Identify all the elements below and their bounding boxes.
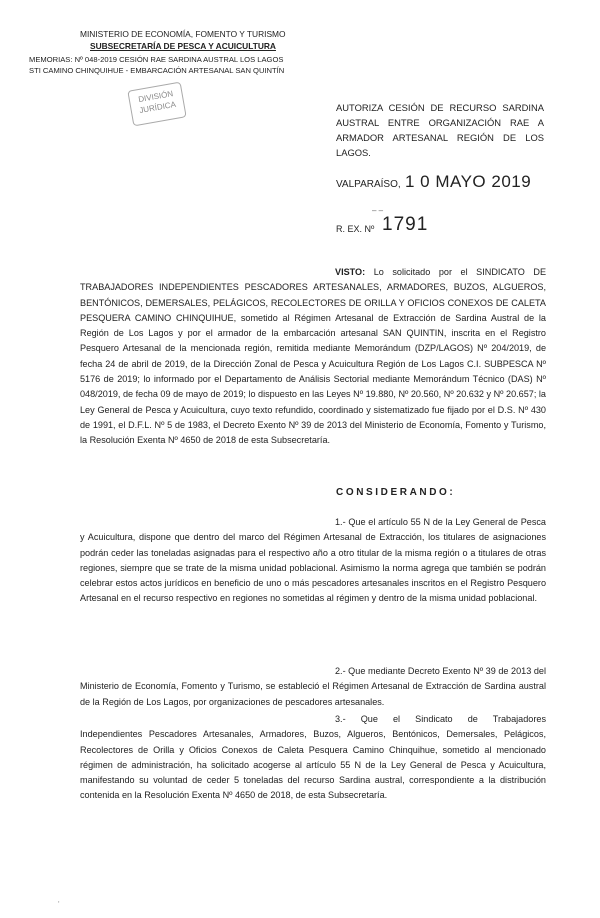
resolution-date: 1 0 MAYO 2019: [405, 172, 532, 191]
page-corner-mark: ': [58, 900, 60, 909]
ministry-name: MINISTERIO DE ECONOMÍA, FOMENTO Y TURISMO: [80, 29, 286, 39]
considerando-paragraph-3: 3.- Que el Sindicato de Trabajadores Independientes Pescadores Artesanales, Armadores, Buzos, Algueros, Bentónicos, Demersales, Pelágicos, Recolectores de Orilla y Oficios Conexos de Caleta Pesquera Camino Chinquihue, sometido al mencionado régimen de administración, ha solicitado acogerse al artículo 55 N de la Ley General de Pesca y Acuicultura, manifestando su voluntad de ceder 5 toneladas del recurso Sardina austral, correspondiente a la distribución contenida en la Resolución Exenta Nº 4650 de 2018, de esta Subsecretaría.: [80, 714, 546, 801]
considerando-heading: CONSIDERANDO:: [336, 487, 456, 498]
considerando-paragraph-1: 1.- Que el artículo 55 N de la Ley General de Pesca y Acuicultura, dispone que dentro del marco del Régimen Artesanal de Extracción, los titulares de asignaciones podrán ceder las toneladas asignadas para el respectivo año a otro titular de la misma región o a titulares de otras regiones, siempre que se trate de la misma unidad poblacional. Asimismo la norma agrega que también se podrán celebrar estos actos jurídicos en beneficio de uno o más pescadores artesanales inscritos en el Registro Pesquero Artesanal en el recurso respectivo en regiones no sometidas al régimen y dentro de la misma unidad poblacional.: [80, 517, 546, 604]
subsecretaria-name: SUBSECRETARÍA DE PESCA Y ACUICULTURA: [90, 41, 276, 51]
stamp-line-2: JURÍDICA: [138, 99, 177, 116]
visto-text: Lo solicitado por el SINDICATO DE TRABAJADORES INDEPENDIENTES PESCADORES ARTESANALES, ARMADORES, BUZOS, ALGUEROS, BENTÓNICOS, DEMERSALES, PELÁGICOS, RECOLECTORES DE ORILLA Y OFICIOS CONEXOS DE CALETA PESQUERA CAMINO CHINQUIHUE, sometido al Régimen Artesanal de Extracción de Sardina Austral de la Región de Los Lagos y por el armador de la embarcación artesanal SAN QUINTIN, inscrita en el Registro Pesquero Artesanal de la mencionada región, remitida mediante Memorándum (DZP/LAGOS) Nº 204/2019, de fecha 24 de abril de 2019, de la Dirección Zonal de Pesca y Acuicultura Región de Los Lagos C.I. SUBPESCA Nº 5176 de 2019; lo informado por el Departamento de Análisis Sectorial mediante Memorándum Técnico (DAS) Nº 048/2019, de fecha 09 de mayo de 2019; lo dispuesto en las Leyes Nº 19.880, Nº 20.560, Nº 20.632 y Nº 20.657; la Ley General de Pesca y Acuicultura, cuyo texto refundido, coordinado y sistematizado fue fijado por el D.S. Nº 430 de 1991, el D.F.L. Nº 5 de 1983, el Decreto Exento Nº 39 de 2013 del Ministerio de Economía, Fomento y Turismo, la Resolución Exenta Nº 4650 de 2018 de esta Subsecretaría.: [80, 267, 547, 446]
handwritten-mark: – –: [372, 206, 384, 215]
official-stamp: [127, 82, 186, 127]
memo-reference-line-1: MEMORIAS: Nº 048-2019 CESIÓN RAE SARDINA AUSTRAL LOS LAGOS: [29, 55, 284, 64]
visto-paragraph: [80, 265, 546, 449]
place-label: VALPARAÍSO,: [336, 179, 401, 190]
stamp-line-1: DIVISIÓN: [137, 89, 174, 105]
resolution-subject: AUTORIZA CESIÓN DE RECURSO SARDINA AUSTRAL ENTRE ORGANIZACIÓN RAE A ARMADOR ARTESANAL REGIÓN DE LOS LAGOS.: [336, 102, 544, 158]
resolution-number-label: R. EX. Nº: [336, 224, 375, 234]
memo-reference-line-2: STI CAMINO CHINQUIHUE - EMBARCACIÓN ARTESANAL SAN QUINTÍN: [29, 66, 285, 75]
resolution-number: 1791: [382, 214, 429, 235]
considerando-paragraph-2: 2.- Que mediante Decreto Exento Nº 39 de 2013 del Ministerio de Economía, Fomento y Turismo, se estableció el Régimen Artesanal de Extracción de Sardina austral de la Región de Los Lagos, por organizaciones de pescadores artesanales.: [80, 666, 546, 707]
visto-label: VISTO:: [335, 267, 366, 277]
